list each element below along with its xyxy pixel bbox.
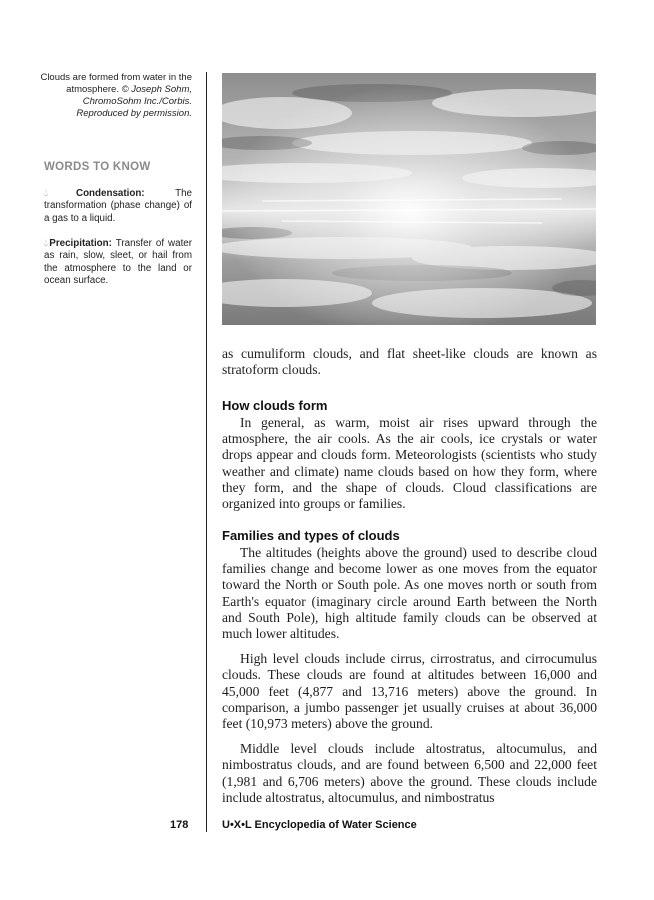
paragraph: The altitudes (heights above the ground) used to describe cloud families change and become lower as one moves from the equator toward the North or South pole. As one moves north or south from Earth's equator (imaginary circle around Earth between the North and South Pole), high altitude family clouds can be observed at much lower altitudes. <box>222 545 597 642</box>
intro-paragraph: as cumuliform clouds, and flat sheet-like clouds are known as stratoform clouds. <box>222 346 597 378</box>
section-body <box>222 545 597 815</box>
intro-text-block <box>222 346 597 387</box>
book-title: U•X•L Encyclopedia of Water Science <box>222 819 417 831</box>
photo-caption <box>30 72 192 120</box>
term-condensation <box>44 188 192 225</box>
words-to-know-title: WORDS TO KNOW <box>44 161 151 173</box>
paragraph: In general, as warm, moist air rises upward through the atmosphere, the air cools. As the air cools, ice crystals or water drops appear and clouds form. Meteorologists (scientists who study weather and climate) name clouds based on how they form, where they form, and the shape of clouds. Cloud classifications are organized into groups or families. <box>222 415 597 512</box>
term-word: Condensation: <box>76 188 145 199</box>
water-drop-icon: 💧︎ <box>44 188 76 199</box>
water-drop-icon: 💧︎ <box>44 238 50 249</box>
term-precipitation <box>44 238 192 288</box>
section-heading: Families and types of clouds <box>222 528 400 543</box>
term-word: Precipitation: <box>49 238 112 249</box>
term-definition: The transformation (phase change) of a gas to a liquid. <box>44 188 193 224</box>
paragraph: High level clouds include cirrus, cirrostratus, and cirrocumulus clouds. These clouds are found at altitudes between 16,000 and 45,000 feet (4,877 and 13,716 meters) above the ground. In comparison, a jumbo passenger jet usually cruises at about 36,000 feet (10,973 meters) above the ground. <box>222 651 597 732</box>
term-definition: Transfer of water as rain, slow, sleet, or hail from the atmosphere to the land or ocean surface. <box>44 238 193 287</box>
caption-credit: © Joseph Sohm, ChromoSohm Inc./Corbis. Reproduced by permission. <box>76 84 192 119</box>
paragraph: Middle level clouds include altostratus, altocumulus, and nimbostratus clouds, and are found between 6,500 and 22,000 feet (1,981 and 6,706 meters) above the ground. These clouds include include altostratus, altocumulus, and nimbostratus <box>222 741 597 805</box>
caption-text: Clouds are formed from water in the atmosphere. <box>40 72 192 95</box>
clouds-photo <box>222 73 596 325</box>
section-heading: How clouds form <box>222 398 328 413</box>
section-body <box>222 415 597 521</box>
column-divider <box>206 72 207 832</box>
page-number: 178 <box>170 819 189 831</box>
clouds-photo-art <box>222 73 596 325</box>
